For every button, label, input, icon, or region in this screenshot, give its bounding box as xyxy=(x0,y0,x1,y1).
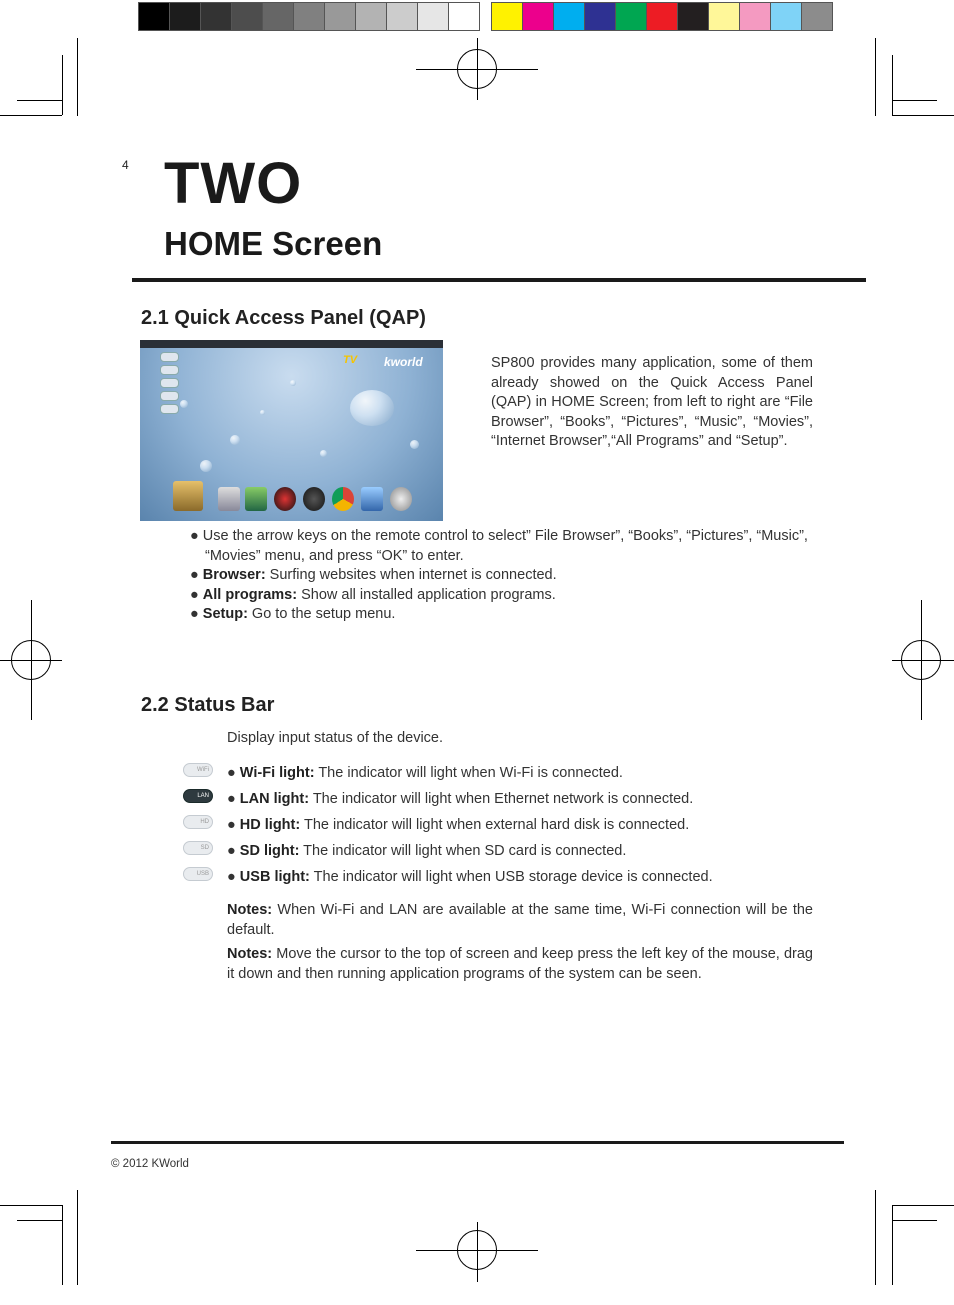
movies-icon xyxy=(303,487,325,511)
qap-heading: 2.1 Quick Access Panel (QAP) xyxy=(141,307,426,329)
color-swatch xyxy=(522,2,554,31)
light-text: The indicator will light when external hard disk is connected. xyxy=(300,817,690,833)
bullet-text: Go to the setup menu. xyxy=(247,606,396,622)
status-light-item: ● SD light: The indicator will light when SD card is connected. xyxy=(227,843,627,859)
status-light-item: ● LAN light: The indicator will light when Ethernet network is connected. xyxy=(227,791,694,807)
gray-swatch xyxy=(231,2,263,31)
light-text: The indicator will light when USB storage device is connected. xyxy=(309,869,713,885)
screenshot-indicator-sd xyxy=(160,391,179,401)
bullet-item: ● Setup: Go to the setup menu. xyxy=(190,606,396,622)
note-1 xyxy=(227,901,813,940)
color-calibration-bar xyxy=(138,2,832,31)
internet-browser-icon xyxy=(332,487,354,511)
note-label: Notes: xyxy=(227,946,273,962)
setup-icon xyxy=(390,487,412,511)
color-swatch xyxy=(553,2,585,31)
screenshot-logo: kworld xyxy=(384,355,423,369)
light-text: The indicator will light when Wi-Fi is connected. xyxy=(314,765,623,781)
gray-swatch xyxy=(448,2,480,31)
status-lights-list xyxy=(227,760,713,890)
status-bar-heading: 2.2 Status Bar xyxy=(141,694,275,716)
music-icon xyxy=(274,487,296,511)
home-screen-screenshot xyxy=(140,340,443,521)
wifi-icon: WiFi xyxy=(183,763,213,777)
usb-icon: USB xyxy=(183,867,213,881)
hd-icon: HD xyxy=(183,815,213,829)
books-icon xyxy=(218,487,240,511)
all-programs-icon xyxy=(361,487,383,511)
status-light-item: ● Wi-Fi light: The indicator will light when Wi-Fi is connected. xyxy=(227,765,623,781)
color-swatch xyxy=(584,2,616,31)
chapter-subtitle: HOME Screen xyxy=(164,225,383,262)
gray-swatch xyxy=(262,2,294,31)
color-swatch xyxy=(739,2,771,31)
note-text: Move the cursor to the top of screen and keep press the left key of the mouse, drag it down and then running application programs of the system can be seen. xyxy=(227,946,813,982)
gray-swatch xyxy=(417,2,449,31)
color-swatch xyxy=(646,2,678,31)
bullet-item: ● Use the arrow keys on the remote control to select” File Browser”, “Books”, “Pictures”, “Music”, “Movies” menu, and press “OK” to enter. xyxy=(190,528,808,564)
gray-swatch xyxy=(355,2,387,31)
light-term: SD light: xyxy=(239,843,300,859)
color-swatch xyxy=(615,2,647,31)
pictures-icon xyxy=(245,487,267,511)
gray-swatch xyxy=(386,2,418,31)
footer-divider xyxy=(111,1141,844,1144)
bullet-term: Browser: xyxy=(202,567,266,583)
screenshot-status-bar xyxy=(140,340,443,348)
color-swatch xyxy=(708,2,740,31)
footer-copyright: © 2012 KWorld xyxy=(111,1158,189,1170)
color-swatch xyxy=(770,2,802,31)
light-term: HD light: xyxy=(239,817,301,833)
qap-description: SP800 provides many application, some of them already showed on the Quick Access Panel (QAP) in HOME Screen; from left to right are “File Browser”, “Books”, “Pictures”, “Music”, “Movies”, “Internet Browser”,“All Programs” and “Setup”. xyxy=(491,355,813,449)
gray-swatch xyxy=(324,2,356,31)
header-divider xyxy=(132,278,866,282)
bullet-term: Setup: xyxy=(202,606,248,622)
bullet-text: Use the arrow keys on the remote control to select” File Browser”, “Books”, “Pictures”, “Music”, “Movies” menu, and press “OK” to enter. xyxy=(202,528,808,564)
color-swatch xyxy=(801,2,833,31)
screenshot-indicator-wifi xyxy=(160,352,179,362)
screenshot-brand: TV xyxy=(343,354,358,366)
status-intro: Display input status of the device. xyxy=(227,730,444,746)
sd-icon: SD xyxy=(183,841,213,855)
bullet-term: All programs: xyxy=(202,586,298,603)
gray-swatch xyxy=(200,2,232,31)
bullet-item: ● Browser: Surfing websites when internet is connected. xyxy=(190,567,557,583)
light-term: Wi-Fi light: xyxy=(239,765,315,781)
screenshot-indicator-usb xyxy=(160,404,179,414)
note-2 xyxy=(227,945,813,984)
bullet-text: Surfing websites when internet is connected. xyxy=(265,567,557,583)
status-light-item: ● USB light: The indicator will light when USB storage device is connected. xyxy=(227,869,713,885)
lan-icon: LAN xyxy=(183,789,213,803)
qap-bullets xyxy=(190,527,816,625)
page-number: 4 xyxy=(122,158,129,172)
bullet-text: Show all installed application programs. xyxy=(297,586,556,603)
file-browser-icon xyxy=(173,481,203,511)
gray-swatch xyxy=(169,2,201,31)
light-text: The indicator will light when Ethernet network is connected. xyxy=(309,791,694,807)
note-text: When Wi-Fi and LAN are available at the same time, Wi-Fi connection will be the default. xyxy=(227,902,813,938)
status-light-item: ● HD light: The indicator will light when external hard disk is connected. xyxy=(227,817,690,833)
gray-swatch xyxy=(138,2,170,31)
color-swatch xyxy=(491,2,523,31)
chapter-title: TWO xyxy=(164,151,303,216)
light-term: LAN light: xyxy=(239,791,310,807)
screenshot-indicator-lan xyxy=(160,365,179,375)
screenshot-indicator-hd xyxy=(160,378,179,388)
note-label: Notes: xyxy=(227,902,273,918)
bullet-item: ● All programs: Show all installed application programs. xyxy=(190,586,556,603)
gray-swatch xyxy=(293,2,325,31)
color-swatch xyxy=(677,2,709,31)
light-term: USB light: xyxy=(239,869,310,885)
light-text: The indicator will light when SD card is connected. xyxy=(299,843,627,859)
